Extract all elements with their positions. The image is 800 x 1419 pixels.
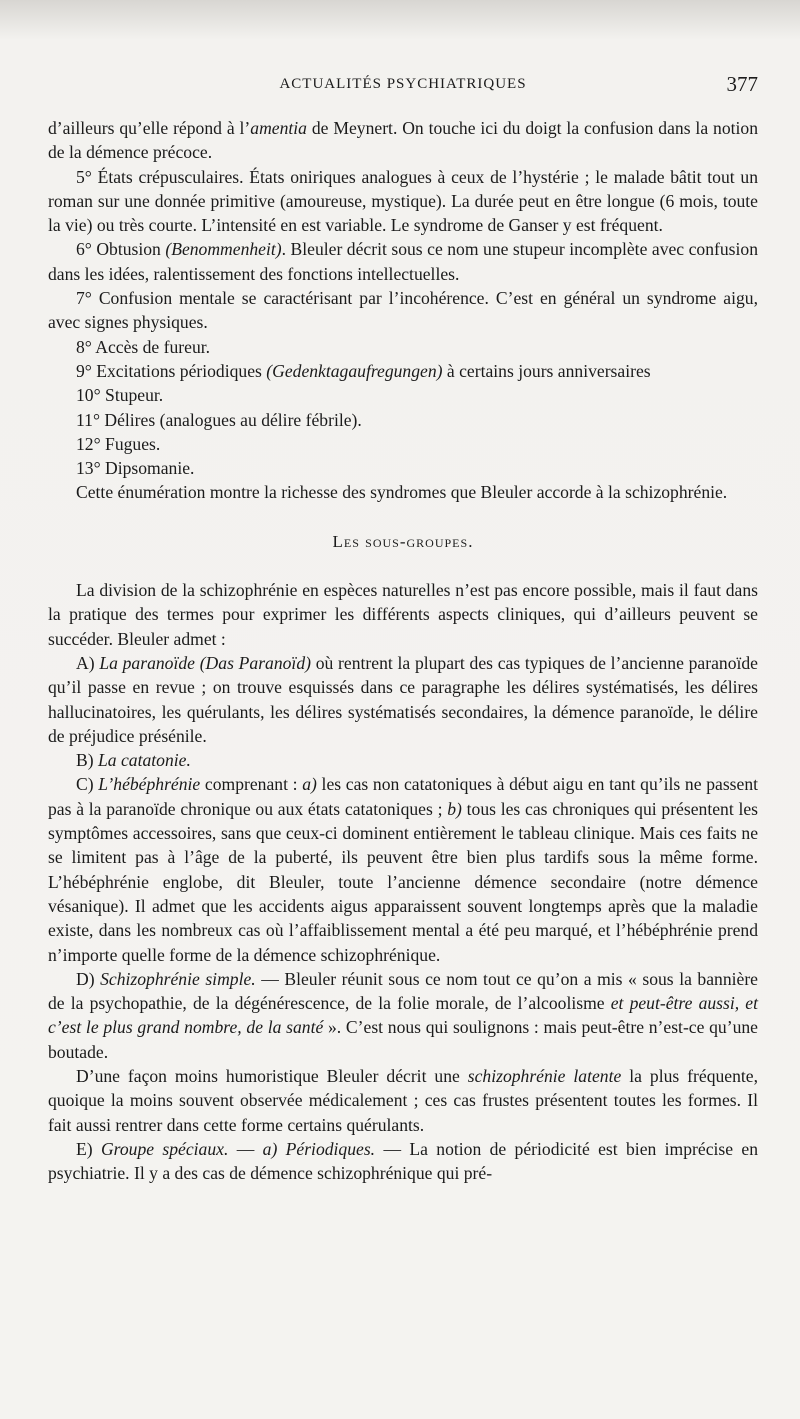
text-run: — La notion de périodicité est bien imprécise en psychiatrie. Il y a des cas de démence schizophrénique qui pré- (48, 1138, 758, 1184)
text-run: 9° Excitations périodiques (76, 360, 267, 381)
italic-run: L’hébéphrénie (98, 774, 201, 795)
item-e-groupes-speciaux (48, 1137, 758, 1186)
text-run: . Bleuler décrit sous ce nom une stupeur incomplète avec confusion dans les idées, ralentissement des fonctions intellectuelles. (48, 239, 758, 284)
item-a-paranoide (48, 651, 758, 748)
item-b-catatonie (48, 748, 758, 772)
text-run: les cas non catatoniques à début aigu en tant qu’ils ne passent pas à la paranoïde chronique ou aux états catatoniques ; (48, 774, 759, 819)
text-run: D’une façon moins humoristique Bleuler décrit une (76, 1065, 468, 1086)
italic-run: (Benommenheit) (165, 239, 282, 260)
item-6-obtusion (48, 237, 758, 286)
item-7-confusion-mentale: 7° Confusion mentale se caractérisant par l’incohérence. C’est en général un syndrome aigu, avec signes physiques. (48, 288, 758, 333)
text-run: ». C’est nous qui soulignons : mais peut-être n’est-ce qu’une boutade. (48, 1017, 758, 1062)
text-run: la plus fréquente, quoique la moins souvent observée médicalement ; ces cas frustes présentent toutes les formes. Il fait aussi rentrer dans cette forme certains quérulants. (48, 1065, 758, 1135)
text-run: — (228, 1138, 263, 1159)
page-number: 377 (726, 72, 758, 96)
text-run: d’ailleurs qu’elle répond à l’ (48, 118, 251, 138)
item-11-delires: 11° Délires (analogues au délire fébrile). (76, 409, 362, 430)
italic-run: et peut-être aussi, et c’est le plus grand nombre, de la santé (48, 993, 758, 1038)
text-run: D) (76, 968, 101, 989)
body-text (48, 116, 758, 1185)
text-run: B) (76, 750, 98, 771)
italic-run: Schizophrénie simple. (100, 968, 256, 989)
text-run: où rentrent la plupart des cas typiques de l’ancienne paranoïde qu’il passe en revue ; on trouve esquissés dans ce paragraphe les délires systématisés, les délires hallucinatoires, les quérulants, les délires systématisés secondaires, la démence paranoïde, le délire de préjudice présénile. (48, 652, 758, 746)
paragraph-division: La division de la schizophrénie en espèces naturelles n’est pas encore possible, mais il faut dans la pratique des termes pour exprimer les différents aspects cliniques, qui d’ailleurs peuvent se succéder. Bleuler admet : (48, 580, 758, 649)
italic-run: a) (302, 774, 317, 795)
italic-run: a) Périodiques. (262, 1138, 376, 1159)
item-9-excitations-periodiques (48, 359, 758, 383)
item-c-hebephrenie (48, 772, 758, 966)
italic-run: amentia (250, 118, 307, 138)
section-heading: Les sous-groupes. (332, 531, 474, 551)
item-8-acces-de-fureur: 8° Accès de fureur. (76, 336, 211, 357)
paragraph-amentia (48, 116, 758, 165)
text-run: tous les cas chroniques qui présentent les symptômes accessoires, sans que ceux-ci dominent entièrement le tableau clinique. Mais ces faits ne se limitent pas à l’âge de la puberté, ils peuvent être bien plus tardifs sous la même forme. L’hébéphrénie englobe, dit Bleuler, toute l’ancienne démence secondaire (notre démence vésanique). Il admet que les accidents aigus apparaissent souvent longtemps après que la maladie existe, dans les nombreux cas où l’affaiblissement mental a été peu marqué, et l’hébéphrénie prend n’importe quelle forme de la démence schizophrénique. (48, 798, 758, 965)
text-run: E) (76, 1138, 101, 1159)
text-run: A) (76, 652, 100, 673)
paragraph-enumeration: Cette énumération montre la richesse des syndromes que Bleuler accorde à la schizophrénie. (76, 482, 728, 503)
paragraph-schizophrenie-latente (48, 1064, 758, 1137)
text-run: — Bleuler réunit sous ce nom tout ce qu’on a mis « sous la bannière de la psychopathie, de la dégénérescence, de la folie morale, de l’alcoolisme (48, 968, 758, 1014)
italic-run: schizophrénie latente (467, 1065, 622, 1086)
text-run: comprenant : (200, 774, 303, 795)
item-12-fugues: 12° Fugues. (76, 433, 161, 454)
item-10-stupeur: 10° Stupeur. (76, 385, 164, 406)
text-run: à certains jours anniversaires (442, 360, 651, 381)
italic-run: La catatonie. (98, 750, 191, 771)
item-13-dipsomanie: 13° Dipsomanie. (76, 458, 195, 479)
running-head: ACTUALITÉS PSYCHIATRIQUES (279, 76, 527, 92)
text-run: 6° Obtusion (76, 239, 166, 260)
italic-run: b) (447, 798, 462, 819)
italic-run: La paranoïde (Das Paranoïd) (99, 652, 311, 673)
page-header (48, 72, 758, 102)
item-d-schizophrenie-simple (48, 967, 758, 1064)
text-run: C) (76, 774, 99, 795)
item-5-etats-crepusculaires: 5° États crépusculaires. États oniriques analogues à ceux de l’hystérie ; le malade bâtit tout un roman sur une donnée primitive (amoureuse, mystique). La durée peut en être longue (6 mois, toute la vie) ou très courte. L’intensité en est variable. Le syndrome de Ganser y est fréquent. (48, 166, 758, 236)
text-run: de Meynert. On touche ici du doigt la confusion dans la notion de la démence précoce. (48, 118, 758, 163)
italic-run: (Gedenktagaufregungen) (266, 360, 443, 381)
italic-run: Groupe spéciaux. (100, 1138, 229, 1159)
